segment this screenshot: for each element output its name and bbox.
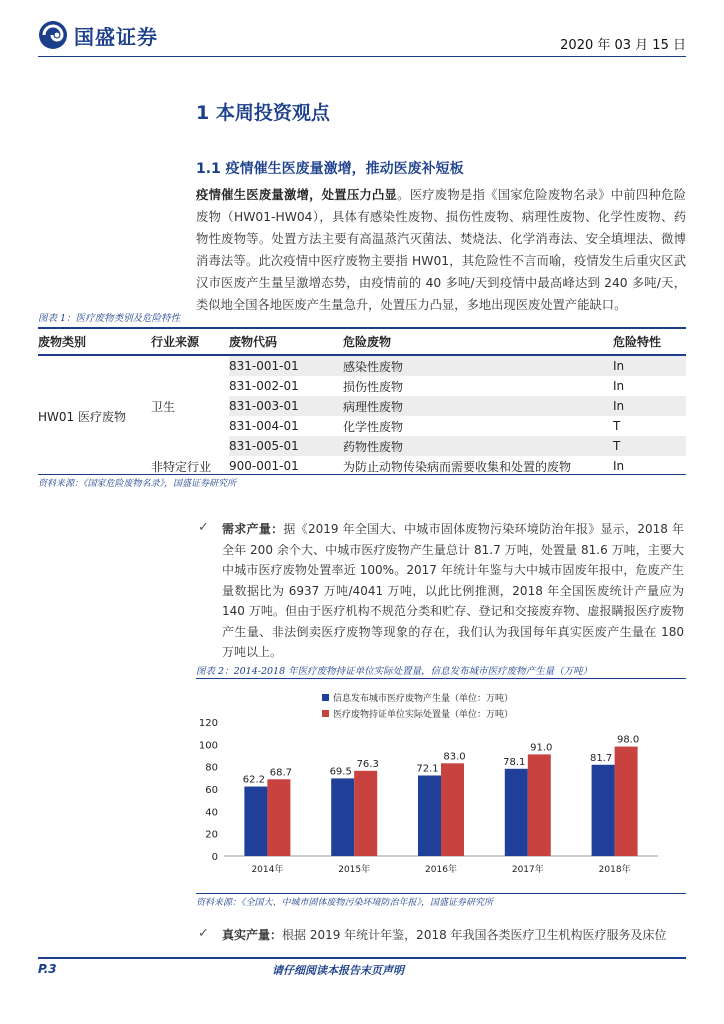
- bar-generated: [418, 775, 441, 856]
- chart-caption: 图表 2：2014-2018 年医疗废物持证单位实际处置量，信息发布城市医疗废物产生量（万吨）: [196, 666, 593, 677]
- y-tick-label: 80: [205, 762, 218, 774]
- bar-disposed: [615, 747, 638, 856]
- data-label: 78.1: [503, 756, 526, 768]
- brand-logo-icon: [38, 20, 68, 50]
- footer-divider: [38, 957, 686, 959]
- real-paragraph: [222, 926, 684, 943]
- table-header-cell: 危险废物: [343, 328, 613, 355]
- source-cell: 卫生: [151, 399, 176, 414]
- bar-disposed: [528, 754, 551, 856]
- real-body: 根据 2019 年统计年鉴，2018 年我国各类医疗卫生机构医疗服务及床位: [282, 928, 667, 942]
- waste-cell: 损伤性废物: [343, 379, 404, 394]
- x-tick-label: 2017年: [511, 865, 544, 875]
- bar-generated: [592, 765, 615, 856]
- waste-cell: 为防止动物传染病而需要收集和处置的废物: [343, 459, 572, 474]
- x-tick-label: 2015年: [338, 865, 371, 875]
- bar-generated: [331, 778, 354, 856]
- table-source: 资料来源：《国家危险废物名录》，国盛证券研究所: [38, 474, 686, 489]
- waste-cell: 病理性废物: [343, 396, 613, 416]
- bar-disposed: [441, 763, 464, 856]
- chart-source: 资料来源：《全国大、中城市固体废物污染环境防治年报》，国盛证券研究所: [196, 893, 686, 908]
- demand-body: 据《2019 年全国大、中城市固体废物污染环境防治年报》显示，2018 年全年 200 余个大、中城市医疗废物产生量总计 81.7 万吨，处置量 81.6 万吨，主要大中城市医疗废物处置率近 100%。2017 年统计年鉴与大中城市固废年报中，危废产生量数据比为 6937 万吨/4041 万吨，以此比例推测，2018 年全国医废统计产量应为 140 万吨。但由于医疗机构不规范分类和贮存、登记和交接废弃物、虚报瞒报医疗废物产生量、非法倒卖医疗废物等现象的存在，我们认为我国每年真实医废产生量在 180 万吨以上。: [222, 522, 684, 659]
- table-caption: 图表 1：医疗废物类别及危险特性: [38, 313, 181, 324]
- code-cell: 831-002-01: [229, 379, 299, 393]
- check-icon: ✓: [198, 520, 209, 535]
- table-header-cell: 废物类别: [38, 328, 151, 355]
- property-cell: T: [613, 419, 621, 433]
- waste-cell: 感染性废物: [343, 355, 613, 376]
- header-divider: [38, 56, 686, 57]
- property-cell: In: [613, 396, 686, 416]
- property-cell: T: [613, 436, 686, 456]
- subsection-title: 1.1 疫情催生医废量激增，推动医废补短板: [196, 161, 464, 177]
- data-label: 62.2: [242, 774, 266, 786]
- page-number: P.3: [38, 962, 57, 976]
- table-header-row: [38, 328, 686, 355]
- demand-paragraph: [222, 519, 684, 663]
- data-label: 69.5: [329, 766, 352, 778]
- legend-label-series-1: 信息发布城市医疗废物产生量（单位：万吨）: [333, 694, 514, 704]
- data-label: 83.0: [443, 751, 466, 763]
- data-label: 76.3: [356, 758, 379, 770]
- category-cell: HW01 医疗废物: [38, 409, 126, 424]
- code-cell: 831-004-01: [229, 419, 299, 433]
- y-tick-label: 0: [211, 852, 218, 863]
- brand-logo: [38, 20, 158, 50]
- code-cell: 831-001-01: [229, 355, 343, 376]
- property-cell: In: [613, 355, 686, 376]
- data-label: 68.7: [269, 767, 293, 779]
- x-tick-label: 2014年: [251, 865, 284, 875]
- bar-chart: [196, 684, 686, 884]
- code-cell: 831-003-01: [229, 396, 343, 416]
- section-title: 1 本周投资观点: [196, 102, 330, 124]
- table-header-cell: 危险特性: [613, 328, 686, 355]
- data-label: 98.0: [616, 734, 640, 746]
- brand-name: 国盛证券: [74, 24, 158, 49]
- legend-swatch-series-1: [322, 694, 329, 701]
- y-tick-label: 40: [205, 807, 218, 819]
- intro-body: 。医疗废物是指《国家危险废物名录》中前四种危险废物（HW01-HW04），具体有感染性废物、损伤性废物、病理性废物、化学性废物、药物性废物等。处置方法主要有高温蒸汽灭菌法、焚烧法、化学消毒法、安全填埋法、微博消毒法等。此次疫情中医疗废物主要指 HW01，其危险性不言而喻，疫情发生后重灾区武汉市医废产生量呈激增态势，由疫情前的 40 多吨/天到疫情中最高峰达到 240 多吨/天，类似地全国各地医废产生量急升，处置压力凸显，多地出现医废处置产能缺口。: [196, 188, 686, 312]
- check-icon: ✓: [198, 926, 209, 941]
- y-tick-label: 100: [198, 740, 218, 752]
- legend-swatch-series-2: [322, 710, 329, 717]
- table-header-cell: 行业来源: [151, 328, 229, 355]
- x-tick-label: 2016年: [425, 865, 457, 875]
- code-cell: 900-001-01: [229, 459, 299, 473]
- x-tick-label: 2018年: [598, 865, 631, 875]
- waste-cell: 化学性废物: [343, 419, 404, 434]
- source-cell: 非特定行业: [151, 459, 212, 474]
- code-cell: 831-005-01: [229, 436, 343, 456]
- y-tick-label: 20: [205, 829, 218, 841]
- data-label: 72.1: [416, 763, 439, 775]
- data-label: 81.7: [589, 752, 613, 764]
- report-date: 2020 年 03 月 15 日: [560, 38, 686, 53]
- bar-generated: [244, 787, 267, 856]
- data-label: 91.0: [530, 742, 553, 754]
- footer-disclaimer: 请仔细阅读本报告末页声明: [272, 964, 404, 977]
- y-tick-label: 60: [205, 785, 218, 796]
- intro-lead: 疫情催生医废量激增，处置压力凸显: [196, 188, 398, 202]
- demand-lead: 需求产量：: [222, 522, 284, 536]
- waste-cell: 药物性废物: [343, 436, 613, 456]
- intro-paragraph: [196, 184, 686, 316]
- bar-disposed: [267, 779, 290, 856]
- chart-caption-divider: [196, 678, 686, 679]
- waste-category-table: [38, 327, 686, 476]
- bar-disposed: [354, 771, 377, 856]
- property-cell: In: [613, 459, 625, 473]
- real-lead: 真实产量：: [222, 928, 283, 942]
- legend-label-series-2: 医疗废物持证单位实际处置量（单位：万吨）: [333, 710, 514, 720]
- bar-generated: [505, 769, 528, 856]
- table-header-cell: 废物代码: [229, 328, 343, 355]
- table-row: [38, 355, 686, 376]
- property-cell: In: [613, 379, 625, 393]
- y-tick-label: 120: [198, 718, 218, 729]
